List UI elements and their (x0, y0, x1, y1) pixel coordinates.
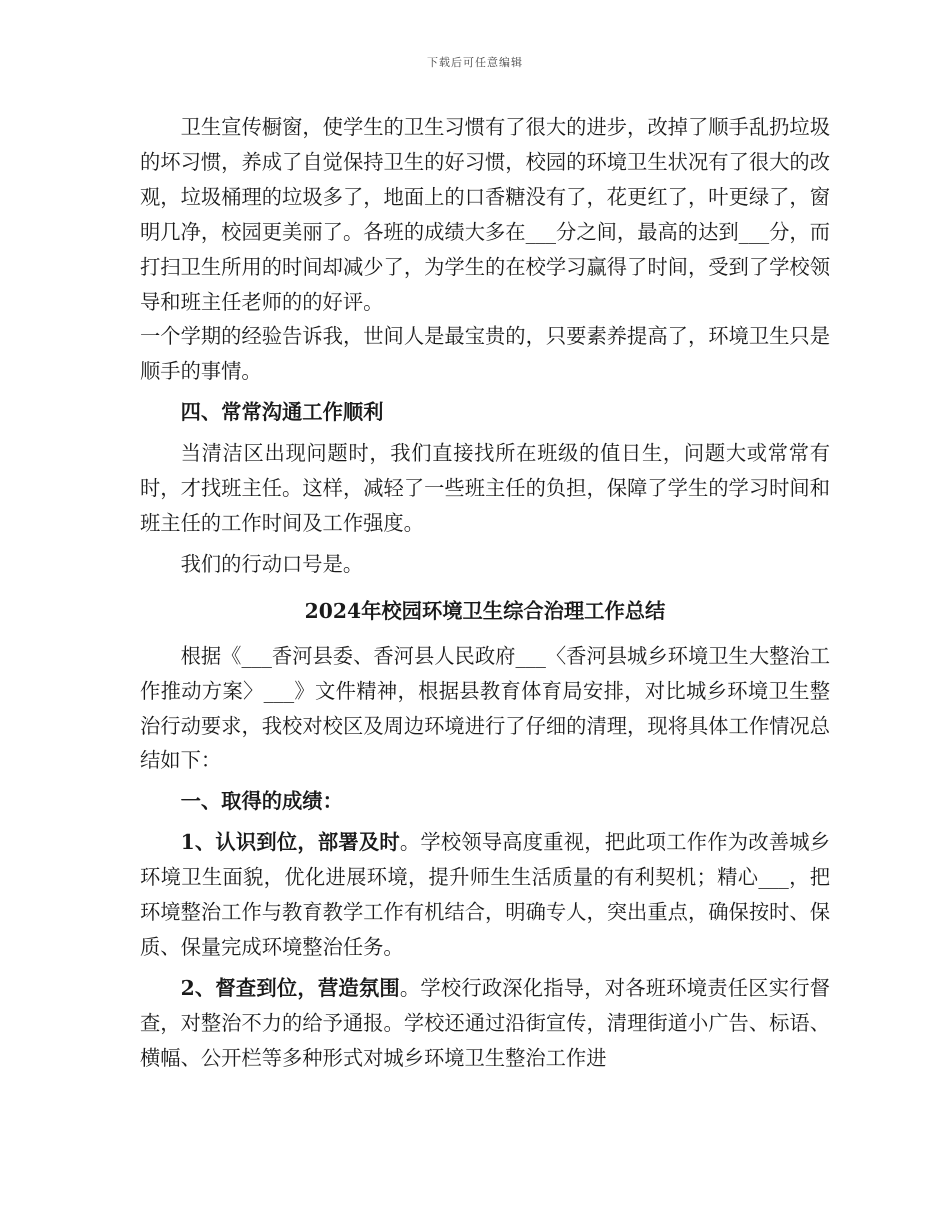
paragraph-slogan: 我们的行动口号是。 (180, 551, 364, 576)
paragraph-text: 卫生宣传橱窗，使学生的卫生习惯有了很大的进步，改掉了顺手乱扔垃圾的坏习惯，养成了自觉保持卫生的好习惯，校园的环境卫生状况有了很大的改观，垃圾桶理的垃圾多了，地面上的口香糖没有了，花更红了，叶更绿了，窗明几净，校园更美丽了。各班的成绩大多在___分之间，最高的达到___分，而打扫卫生所用的时间却减少了，为学生的在校学习赢得了时间，受到了学校领导和班主任老师的的好评。 (140, 115, 830, 314)
document-title: 2024年校园环境卫生综合治理工作总结 (304, 598, 666, 623)
document-body (140, 110, 830, 1076)
heading-communication: 四、常常沟通工作顺利 (180, 400, 384, 425)
paragraph-intro: 根据《___香河县委、香河县人民政府___〈香河县城乡环境卫生大整治工作推动方案〉___》文件精神，根据县教育体育局安排，对比城乡环境卫生整治行动要求，我校对校区及周边环境进行了仔细的清理，现将具体工作情况总结如下： (140, 643, 830, 773)
paragraph-continuation (140, 110, 830, 319)
heading-achievements: 一、取得的成绩： (180, 789, 343, 814)
page-header-note: 下载后可任意编辑 (427, 56, 523, 69)
item-1-text: 。学校领导高度重视，把此项工作作为改善城乡环境卫生面貌，优化进展环境，提升师生生活质量的有利契机；精心___，把环境整治工作与教育教学工作有机结合，明确专人，突出重点，确保按时、保质、保量完成环境整治任务。 (140, 830, 830, 959)
paragraph-problem-handling: 当清洁区出现问题时，我们直接找所在班级的值日生，问题大或常常有时，才找班主任。这样，减轻了一些班主任的负担，保障了学生的学习时间和班主任的工作时间及工作强度。 (140, 441, 830, 535)
item-2-text: 。学校行政深化指导，对各班环境责任区实行督查，对整治不力的给予通报。学校还通过沿街宣传，清理街道小广告、标语、横幅、公开栏等多种形式对城乡环境卫生整治工作进 (140, 975, 830, 1070)
paragraph-item-1 (140, 825, 830, 965)
item-1-heading: 1、认识到位，部署及时 (180, 830, 400, 855)
paragraph-item-2 (140, 971, 830, 1076)
item-2-heading: 2、督查到位，营造氛围 (180, 975, 400, 1000)
paragraph-experience: 一个学期的经验告诉我，世间人是最宝贵的，只要素养提高了，环境卫生只是顺手的事情。 (140, 324, 830, 384)
